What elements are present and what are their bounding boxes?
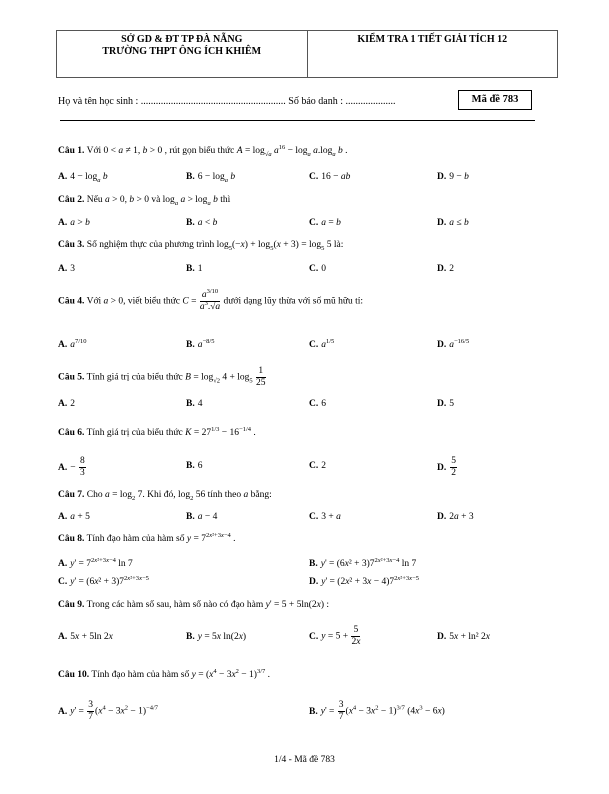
q7-option-c[interactable]: C. 3 + a [309,512,341,522]
question-10: Câu 10. Tính đạo hàm của hàm số $y = (x^4 - 3x^2 - 1)^{3/7}$ . [58,667,271,680]
q3-option-a[interactable]: A. 3 [58,264,75,274]
q4-option-b[interactable]: B. $a^{-8/5}$ [186,337,215,350]
question-5-label: Câu 5. [58,372,85,383]
exam-title: KIỂM TRA 1 TIẾT GIẢI TÍCH 12 [357,34,508,45]
student-name-label: Họ và tên học sinh : [58,96,139,107]
question-4: Câu 4. Với a > 0, viết biểu thức C = $\frac{a^{3/10}}{a^3.√a}$ dưới dạng lũy thừa với số mũ hữu tỉ: [58,287,364,312]
question-1-label: Câu 1. [58,146,85,156]
q9-option-d[interactable]: D. 5x + ln² 2x [437,632,490,642]
q7-option-a[interactable]: A. a + 5 [58,512,90,522]
q5-option-d[interactable]: D. 5 [437,399,454,409]
q7-option-b[interactable]: B. a − 4 [186,512,218,522]
q6-option-c[interactable]: C. 2 [309,461,326,471]
exam-header [56,30,558,78]
q4-option-a[interactable]: A. $a^{7/10}$ [58,337,87,350]
q5-option-b[interactable]: B. 4 [186,399,203,409]
q4-option-d[interactable]: D. $a^{-16/5}$ [437,337,470,350]
question-10-label: Câu 10. [58,670,90,680]
q1-option-c[interactable]: C. 16 − ab [309,172,351,182]
department-name: SỞ GD & ĐT TP ĐÀ NẴNG [121,34,243,45]
q8-option-d[interactable]: D. $y' = (2x^2 + 3x - 4)7^{2x^2+3x-5}$ [309,574,419,587]
student-id-label: Số báo danh : [288,96,343,107]
question-2-label: Câu 2. [58,195,85,205]
student-name-field: .......................................................... [140,96,286,107]
question-3-label: Câu 3. [58,240,85,250]
q9-option-b[interactable]: B. y = 5x ln(2x) [186,632,247,642]
exam-code-box: Mã đề 783 [458,90,532,110]
school-name: TRƯỜNG THPT ÔNG ÍCH KHIÊM [102,46,262,57]
q2-option-d[interactable]: D. a ≤ b [437,218,469,228]
q5-option-c[interactable]: C. 6 [309,399,326,409]
question-2: Câu 2. Nếu a > 0, b > 0 và $\log_a a > \log_a b$ thì [58,195,231,207]
question-7-label: Câu 7. [58,490,85,500]
q5-option-a[interactable]: A. 2 [58,399,75,409]
q8-option-c[interactable]: C. $y' = (6x^2 + 3)7^{2x^2+3x-5}$ [58,574,149,587]
q1-option-b[interactable]: B. $6 - \log_a b$ [186,172,236,184]
q2-option-c[interactable]: C. a = b [309,218,341,228]
question-5: Câu 5. Tính giá trị của biểu thức $B = \log_{√2} 4 + \log_5$ $\frac{1}{25}$ [58,366,266,388]
q1-option-d[interactable]: D. 9 − b [437,172,469,182]
page-footer: 1/4 - Mã đề 783 [274,755,335,765]
q9-option-c[interactable]: C. y = 5 + $\frac{5}{2x}$ [309,625,361,647]
question-1: Câu 1. Với 0 < a ≠ 1, b > 0 , rút gọn biểu thức $A = \log_{√a} a^{16} - \log_a a.\log_a$ b . [58,143,348,158]
school-info [57,31,308,77]
q6-option-b[interactable]: B. 6 [186,461,203,471]
q8-option-a[interactable]: A. $y' = 7^{2x^2+3x-4}$ ln 7 [58,556,133,569]
q9-option-a[interactable]: A. 5x + 5ln 2x [58,632,113,642]
q6-option-a[interactable]: A. − $\frac{8}{3}$ [58,456,85,478]
question-9-label: Câu 9. [58,600,85,610]
q6-option-d[interactable]: D. $\frac{5}{2}$ [437,456,456,478]
q3-option-b[interactable]: B. 1 [186,264,203,274]
question-3: Câu 3. Số nghiệm thực của phương trình $\log_5(-x) + \log_5(x + 3) = \log_5 5$ là: [58,240,344,252]
q3-option-d[interactable]: D. 2 [437,264,454,274]
q7-option-d[interactable]: D. 2a + 3 [437,512,474,522]
question-6-label: Câu 6. [58,428,85,438]
question-8-label: Câu 8. [58,534,85,544]
q8-option-b[interactable]: B. $y' = (6x^2 + 3)7^{2x^2+3x-4}$ ln 7 [309,556,417,569]
question-8: Câu 8. Tính đạo hàm của hàm số $y = 7^{2x^2+3x-4}$ . [58,531,236,544]
q1-option-a[interactable]: A. $4 - \log_a b$ [58,172,108,184]
student-id-field: .................... [345,96,396,107]
q4-option-c[interactable]: C. $a^{1/5}$ [309,337,335,350]
q3-option-c[interactable]: C. 0 [309,264,326,274]
question-4-label: Câu 4. [58,296,85,307]
question-6: Câu 6. Tính giá trị của biểu thức $K = 27^{1/3} - 16^{-1/4}$ . [58,425,256,438]
student-info-line [58,96,395,107]
question-7: Câu 7. Cho $a = \log_2 7$. Khi đó, $\log_2 56$ tính theo a bằng: [58,490,272,502]
question-9: Câu 9. Trong các hàm số sau, hàm số nào có đạo hàm y' = 5 + 5ln(2x) : [58,600,330,610]
header-divider [60,120,535,121]
q10-option-b[interactable]: B. y' = $\frac{3}{7}$ $(x^4 - 3x^2 - 1)^{3/7}$ $(4x^3 - 6x)$ [309,700,445,722]
q2-option-a[interactable]: A. a > b [58,218,90,228]
q2-option-b[interactable]: B. a < b [186,218,218,228]
q10-option-a[interactable]: A. y' = $\frac{3}{7}$ $(x^4 - 3x^2 - 1)^{-4/7}$ [58,700,159,722]
